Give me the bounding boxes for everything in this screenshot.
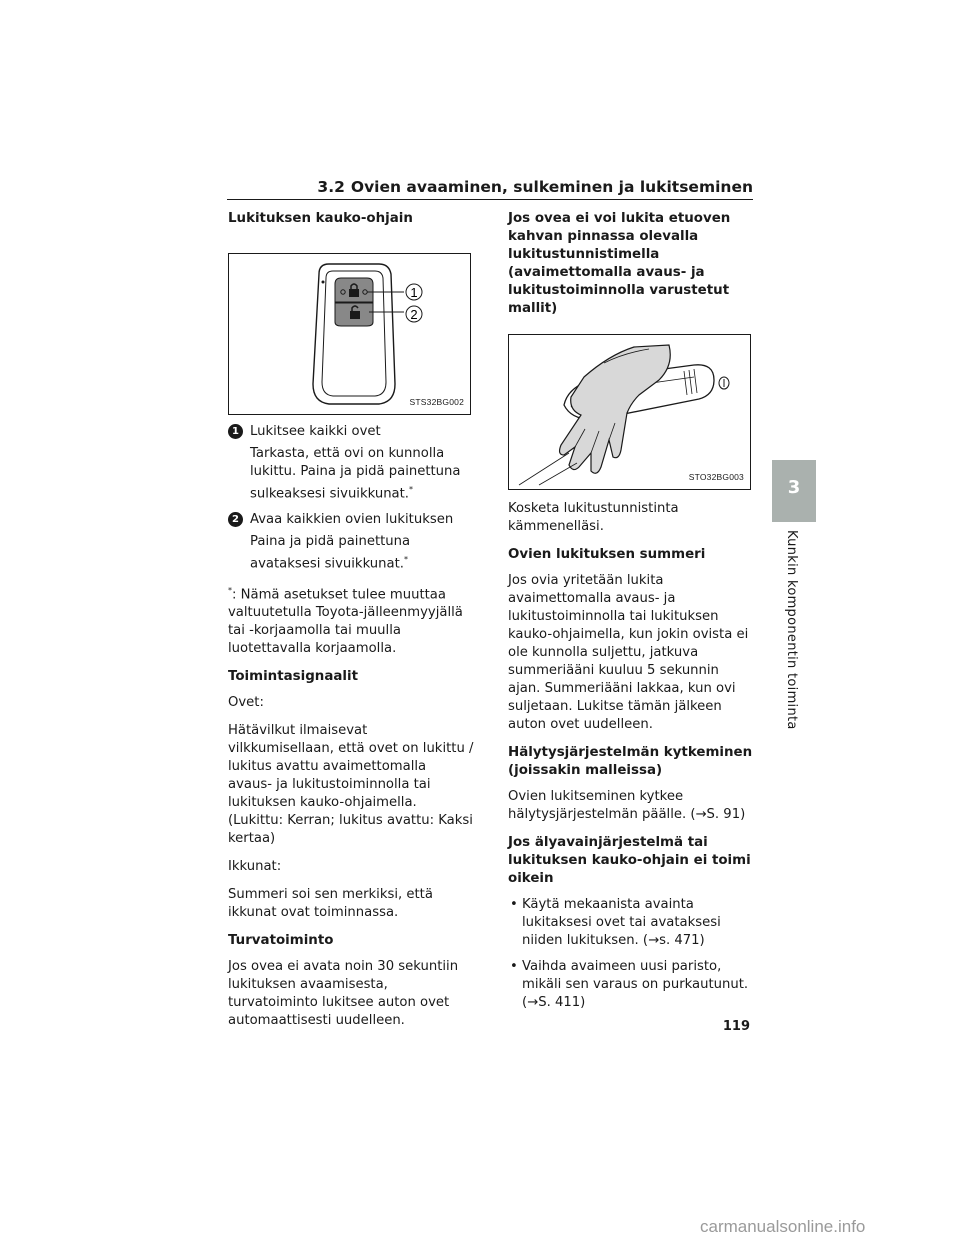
figure-code: STO32BG003 bbox=[688, 472, 744, 482]
safety-heading: Turvatoiminto bbox=[228, 933, 334, 949]
buzzer-heading: Ovien lukituksen summeri bbox=[508, 547, 706, 562]
door-handle-figure bbox=[508, 334, 751, 490]
remote-heading: Lukituksen kauko-ohjain bbox=[228, 211, 413, 226]
item-1-text-block bbox=[250, 445, 474, 503]
smartkey-heading: Jos älyavainjärjestelmä tai lukituksen kauko-ohjain ei toimi oikein bbox=[508, 835, 751, 886]
doors-text: Hätävilkut ilmaisevat vilkkumisellaan, että ovet on lukittu / lukitus avattu avaimettomalla avaus- ja lukitustoiminnolla tai lukituksen kauko-ohjaimella. (Lukittu: Kerran; lukitus avattu: Kaksi kertaa) bbox=[228, 723, 474, 847]
buzzer-text: Jos ovia yritetään lukita avaimettomalla avaus- ja lukitustoiminnolla tai lukituksen kauko-ohjaimella, kun jokin ovista ei ole kunnolla suljettu, jatkuva summeriääni kuuluu 5 sekunnin ajan. Summeriääni lakkaa, kun ovi suljetaan. Lukitse tämän jälkeen auton ovet uudelleen. bbox=[508, 573, 749, 732]
windows-label: Ikkunat: bbox=[228, 859, 282, 875]
item-lock-all bbox=[228, 423, 474, 441]
bullet-item: • Käytä mekaanista avainta lukitaksesi ovet tai avataksesi niiden lukituksen. (→s. 471) bbox=[508, 896, 754, 950]
watermark: carmanualsonline.info bbox=[700, 1217, 866, 1236]
section-number: 3.2 bbox=[317, 178, 345, 196]
remote-key-figure bbox=[228, 253, 471, 415]
sensor-text: Kosketa lukitustunnistinta kämmenelläsi. bbox=[508, 501, 679, 534]
doors-label: Ovet: bbox=[228, 695, 264, 711]
section-title: Ovien avaaminen, sulkeminen ja lukitseminen bbox=[350, 178, 753, 196]
item-number-2: 2 bbox=[228, 512, 243, 527]
page-number: 119 bbox=[722, 1019, 750, 1034]
figure-code: STS32BG002 bbox=[409, 397, 464, 407]
alarm-heading: Hälytysjärjestelmän kytkeminen (joissakin malleissa) bbox=[508, 745, 753, 778]
item-number-1: 1 bbox=[228, 424, 243, 439]
chapter-title: Kunkin komponentin toiminta bbox=[784, 530, 799, 730]
smartkey-bullet-list bbox=[508, 896, 754, 1012]
footnote-mark: * bbox=[409, 485, 413, 494]
safety-text: Jos ovea ei avata noin 30 sekuntiin lukituksen avaamisesta, turvatoiminto lukitsee auton ovet automaattisesti uudelleen. bbox=[228, 959, 459, 1029]
item-1-title: Lukitsee kaikki ovet bbox=[250, 424, 381, 439]
windows-text: Summeri soi sen merkiksi, että ikkunat ovat toiminnassa. bbox=[228, 887, 433, 921]
item-2-text: Paina ja pidä painettuna avataksesi sivuikkunat. bbox=[250, 534, 411, 572]
footnote-mark: * bbox=[403, 555, 408, 565]
item-2-title: Avaa kaikkien ovien lukituksen bbox=[250, 512, 454, 528]
door-handle-illustration bbox=[509, 335, 750, 489]
item-unlock-all bbox=[228, 511, 474, 529]
section-header bbox=[227, 178, 753, 200]
svg-text:1: 1 bbox=[410, 285, 418, 300]
bullet-item: • Vaihda avaimeen uusi paristo, mikäli sen varaus on purkautunut. (→S. 411) bbox=[508, 958, 754, 1012]
right-column bbox=[508, 210, 754, 1020]
item-1-text: Tarkasta, että ovi on kunnolla lukittu. Paina ja pidä painettuna sulkeaksesi sivuikkunat. bbox=[250, 446, 461, 502]
chapter-number: 3 bbox=[787, 477, 801, 498]
sensor-heading: Jos ovea ei voi lukita etuoven kahvan pinnassa olevalla lukitustunnistimella (avaimettomalla avaus- ja lukitustoiminnolla varustetut mallit) bbox=[508, 211, 731, 316]
callout-1 bbox=[406, 284, 422, 300]
left-column bbox=[228, 210, 474, 1040]
footnote: *: Nämä asetukset tulee muuttaa valtuutetulla Toyota-jälleenmyyjällä tai -korjaamolla tai muulla luotettavalla korjaamolla. bbox=[228, 585, 463, 657]
svg-text:2: 2 bbox=[410, 307, 418, 322]
alarm-text: Ovien lukitseminen kytkee hälytysjärjestelmän päälle. (→S. 91) bbox=[508, 789, 746, 822]
callout-2 bbox=[406, 306, 422, 322]
remote-key-illustration bbox=[229, 254, 470, 414]
signals-heading: Toimintasignaalit bbox=[228, 669, 358, 685]
item-2-text-block bbox=[250, 533, 474, 573]
